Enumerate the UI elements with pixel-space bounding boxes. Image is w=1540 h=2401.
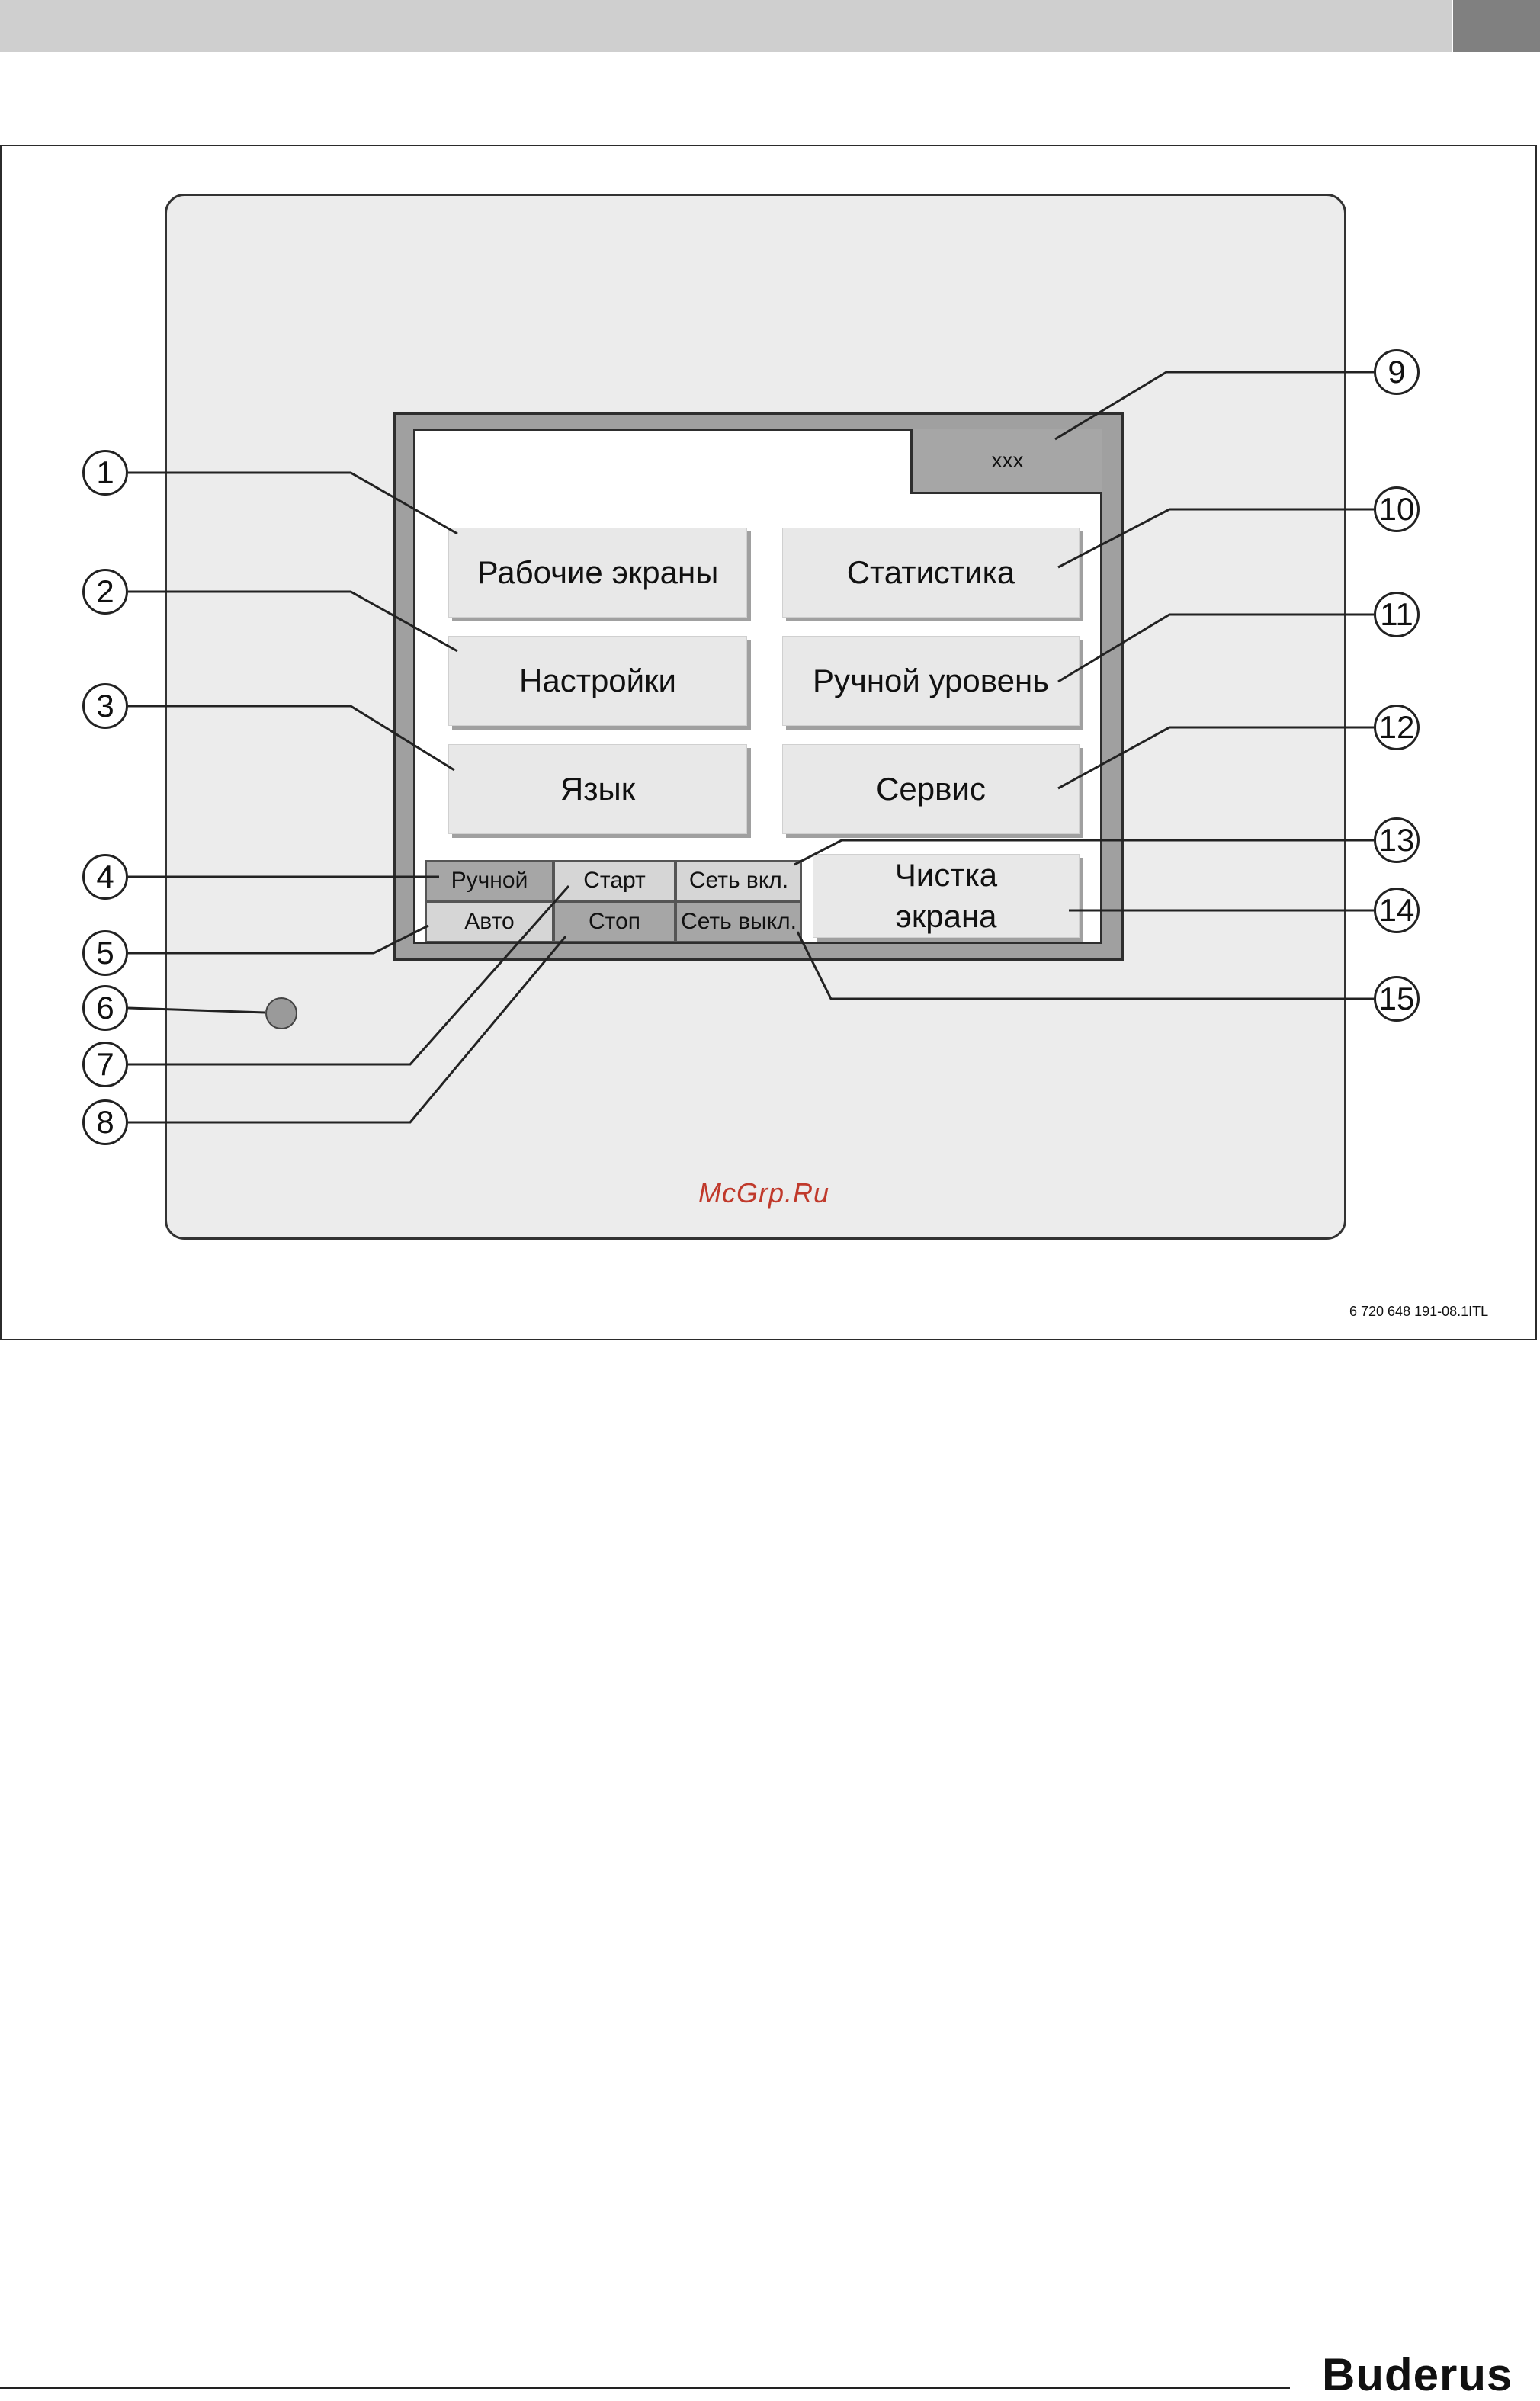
footer-rule xyxy=(0,2387,1290,2389)
manual-mode-button[interactable]: Ручной xyxy=(425,860,553,901)
callout-2: 2 xyxy=(82,569,128,615)
callout-7: 7 xyxy=(82,1042,128,1087)
callout-10: 10 xyxy=(1374,486,1420,532)
language-button[interactable]: Язык xyxy=(448,744,747,834)
start-button[interactable]: Старт xyxy=(553,860,675,901)
clean-screen-label-2: экрана xyxy=(895,898,997,934)
callout-5: 5 xyxy=(82,930,128,976)
network-off-button[interactable]: Сеть выкл. xyxy=(675,901,802,942)
working-screens-button[interactable]: Рабочие экраны xyxy=(448,528,747,618)
service-button[interactable]: Сервис xyxy=(782,744,1080,834)
brand-logo: Buderus xyxy=(1322,2349,1513,2400)
callout-13: 13 xyxy=(1374,817,1420,863)
callout-4: 4 xyxy=(82,854,128,900)
callout-1: 1 xyxy=(82,450,128,496)
status-indicator: xxx xyxy=(910,429,1102,494)
callout-9: 9 xyxy=(1374,349,1420,395)
manual-level-button[interactable]: Ручной уровень xyxy=(782,636,1080,726)
settings-button[interactable]: Настройки xyxy=(448,636,747,726)
callout-15: 15 xyxy=(1374,976,1420,1022)
watermark: McGrp.Ru xyxy=(698,1177,830,1209)
figure-code: 6 720 648 191-08.1ITL xyxy=(1349,1304,1489,1319)
network-on-button[interactable]: Сеть вкл. xyxy=(675,860,802,901)
callout-14: 14 xyxy=(1374,888,1420,933)
clean-screen-label-1: Чистка xyxy=(894,857,998,893)
stop-button[interactable]: Стоп xyxy=(553,901,675,942)
callout-3: 3 xyxy=(82,683,128,729)
callout-8: 8 xyxy=(82,1099,128,1145)
statistics-button[interactable]: Статистика xyxy=(782,528,1080,618)
callout-12: 12 xyxy=(1374,705,1420,750)
callout-6: 6 xyxy=(82,985,128,1031)
callout-11: 11 xyxy=(1374,592,1420,637)
auto-mode-button[interactable]: Авто xyxy=(425,901,553,942)
